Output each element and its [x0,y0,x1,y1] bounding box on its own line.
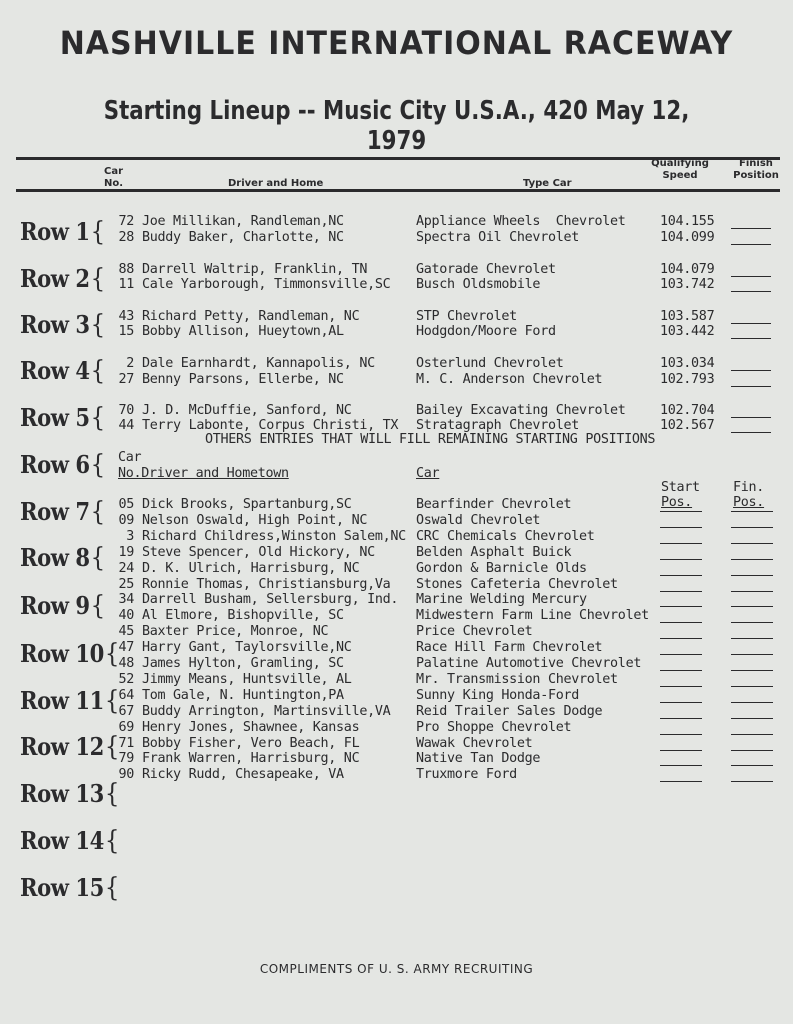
row-label [20,450,105,480]
row-brace-icon: { [90,217,105,247]
driver-hometown: Buddy Arrington, Martinsville,VA [142,703,391,719]
col-header-qualifying-speed: Qualifying Speed [651,158,709,181]
finish-position-blank [731,781,773,782]
qualifying-speed: 102.793 [660,372,715,387]
car-name: Pro Shoppe Chevrolet [416,719,572,735]
car-number: 09 [118,512,134,528]
row-brace-icon: { [90,497,105,527]
row-label [20,686,119,716]
row-number: 8 [75,543,90,572]
car-name: Mr. Transmission Chevrolet [416,671,618,687]
qualifying-speed: 102.567 [660,418,715,433]
row-label [20,732,119,762]
car-number: 64 [118,687,134,703]
car-number: 90 [118,767,134,783]
others-col-car-name: Car [416,466,440,481]
row-number: 12 [75,732,104,761]
start-position-blank [660,543,702,544]
col-header-type-car: Type Car [523,178,572,189]
qualifying-speed: 103.442 [660,324,715,339]
finish-position-blank [731,228,771,229]
row-brace-icon: { [90,403,105,433]
finish-position-blank [731,276,771,277]
car-number: 70 [118,403,134,418]
others-heading: OTHERS ENTRIES THAT WILL FILL REMAINING STARTING POSITIONS [205,432,656,447]
driver-hometown: Steve Spencer, Old Hickory, NC [142,544,375,560]
qualifying-speed: 103.587 [660,309,715,324]
car-number: 05 [118,497,134,512]
start-position-blank [660,511,702,512]
finish-position-blank [731,750,773,751]
car-number: 67 [118,703,134,719]
row-label [20,639,119,669]
car-name: Native Tan Dodge [416,751,541,767]
row-number: 3 [75,310,90,339]
car-type: Osterlund Chevrolet [416,356,564,371]
row-word: Row [20,450,69,479]
car-name: Price Chevrolet [416,624,533,640]
start-position-blank [660,654,702,655]
car-name: Wawak Chevrolet [416,735,533,751]
finish-position-blank [731,670,773,671]
car-name: Sunny King Honda-Ford [416,687,579,703]
driver-hometown: Henry Jones, Shawnee, Kansas [142,719,360,735]
row-brace-icon: { [104,686,119,716]
others-col-fin-pos: Fin. Pos. [733,480,765,510]
row-word: Row [20,873,69,902]
car-number: 3 [126,528,134,544]
car-number: 15 [118,324,134,339]
col-header-driver: Driver and Home [228,178,324,189]
car-name: Midwestern Farm Line Chevrolet [416,608,649,624]
start-position-blank [660,591,702,592]
row-brace-icon: { [104,779,119,809]
driver-home: Joe Millikan, Randleman,NC [142,214,344,229]
finish-position-blank [731,591,773,592]
row-brace-icon: { [90,450,105,480]
car-name: Marine Welding Mercury [416,592,587,608]
qualifying-speed: 104.079 [660,262,715,277]
finish-position-blank [731,718,773,719]
row-word: Row [20,591,69,620]
row-number: 6 [75,450,90,479]
car-number: 79 [118,751,134,767]
car-name: Gordon & Barnicle Olds [416,560,587,576]
row-word: Row [20,732,69,761]
row-number: 11 [75,686,104,715]
driver-hometown: Frank Warren, Harrisburg, NC [142,751,360,767]
start-position-blank [660,765,702,766]
car-number: 72 [118,214,134,229]
row-number: 10 [75,639,104,668]
car-type: Bailey Excavating Chevrolet [416,403,626,418]
driver-home: Buddy Baker, Charlotte, NC [142,230,344,245]
driver-hometown: D. K. Ulrich, Harrisburg, NC [142,560,360,576]
row-label [20,497,105,527]
car-name: Palatine Automotive Chevrolet [416,656,642,671]
finish-position-blank [731,734,773,735]
car-type: Gatorade Chevrolet [416,262,556,277]
others-col-car: Car [118,450,142,465]
qualifying-speed: 104.155 [660,214,715,229]
row-number: 5 [75,403,90,432]
qualifying-speed: 103.034 [660,356,715,371]
row-label [20,217,105,247]
driver-home: Dale Earnhardt, Kannapolis, NC [142,356,375,371]
car-number: 88 [118,262,134,277]
car-number: 28 [118,230,134,245]
footer-credit: COMPLIMENTS OF U. S. ARMY RECRUITING [259,962,534,976]
finish-position-blank [731,559,773,560]
col-header-finish-position: Finish Position [733,158,779,181]
finish-position-blank [731,702,773,703]
car-number: 25 [118,576,134,592]
row-brace-icon: { [104,639,119,669]
row-word: Row [20,779,69,808]
finish-position-blank [731,511,773,512]
start-position-blank [660,527,702,528]
row-word: Row [20,543,69,572]
page-title: NASHVILLE INTERNATIONAL RACEWAY [59,24,734,63]
row-label [20,826,119,856]
finish-position-blank [731,654,773,655]
others-col-start-pos: Start Pos. [661,480,700,510]
driver-hometown: Baxter Price, Monroe, NC [142,624,329,640]
qualifying-speed: 103.742 [660,277,715,292]
car-type: M. C. Anderson Chevrolet [416,372,603,387]
driver-hometown: Bobby Fisher, Vero Beach, FL [142,735,360,751]
car-number: 19 [118,544,134,560]
start-position-blank [660,702,702,703]
car-number: 48 [118,656,134,671]
car-number: 40 [118,608,134,624]
start-position-blank [660,781,702,782]
row-brace-icon: { [104,873,119,903]
driver-hometown: Jimmy Means, Huntsville, AL [142,671,352,687]
driver-hometown: Dick Brooks, Spartanburg,SC [142,497,352,512]
start-position-blank [660,686,702,687]
row-word: Row [20,497,69,526]
finish-position-blank [731,291,771,292]
header-rule-bottom [16,189,780,192]
row-number: 9 [75,591,90,620]
start-position-blank [660,575,702,576]
row-number: 13 [75,779,104,808]
finish-position-blank [731,386,771,387]
qualifying-speed: 104.099 [660,230,715,245]
car-name: CRC Chemicals Chevrolet [416,528,595,544]
driver-hometown: Tom Gale, N. Huntington,PA [142,687,344,703]
row-number: 4 [75,356,90,385]
car-number: 34 [118,592,134,608]
car-number: 27 [118,372,134,387]
row-number: 15 [75,873,104,902]
car-number: 43 [118,309,134,324]
finish-position-blank [731,244,771,245]
driver-home: Benny Parsons, Ellerbe, NC [142,372,344,387]
driver-hometown: Darrell Busham, Sellersburg, Ind. [142,592,399,608]
start-position-blank [660,670,702,671]
start-position-blank [660,718,702,719]
row-word: Row [20,310,69,339]
row-brace-icon: { [90,264,105,294]
driver-home: Bobby Allison, Hueytown,AL [142,324,344,339]
start-position-blank [660,734,702,735]
others-col-no-driver: No.Driver and Hometown [118,466,289,481]
finish-position-blank [731,638,773,639]
driver-home: Cale Yarborough, Timmonsville,SC [142,277,391,292]
driver-home: Terry Labonte, Corpus Christi, TX [142,418,399,433]
driver-home: Darrell Waltrip, Franklin, TN [142,262,368,277]
finish-position-blank [731,622,773,623]
row-label [20,873,119,903]
row-word: Row [20,264,69,293]
car-type: Appliance Wheels Chevrolet [416,214,626,229]
driver-home: J. D. McDuffie, Sanford, NC [142,403,352,418]
row-word: Row [20,826,69,855]
car-number: 44 [118,418,134,433]
page-subtitle: Starting Lineup -- Music City U.S.A., 420 May 12, 1979 [103,96,690,156]
finish-position-blank [731,338,771,339]
finish-position-blank [731,765,773,766]
row-label [20,403,105,433]
car-type: STP Chevrolet [416,309,517,324]
car-number: 71 [118,735,134,751]
start-position-blank [660,559,702,560]
start-position-blank [660,638,702,639]
row-word: Row [20,356,69,385]
finish-position-blank [731,686,773,687]
start-position-blank [660,750,702,751]
col-header-car-no: Car No. [104,166,124,189]
driver-hometown: Harry Gant, Taylorsville,NC [142,640,352,656]
car-number: 11 [118,277,134,292]
car-name: Belden Asphalt Buick [416,544,572,560]
finish-position-blank [731,575,773,576]
driver-hometown: Ronnie Thomas, Christiansburg,Va [142,576,391,592]
row-word: Row [20,217,69,246]
finish-position-blank [731,543,773,544]
finish-position-blank [731,323,771,324]
driver-hometown: Ricky Rudd, Chesapeake, VA [142,767,344,783]
row-word: Row [20,403,69,432]
driver-hometown: Nelson Oswald, High Point, NC [142,512,368,528]
row-brace-icon: { [90,543,105,573]
finish-position-blank [731,370,771,371]
row-label [20,310,105,340]
car-type: Busch Oldsmobile [416,277,541,292]
car-name: Reid Trailer Sales Dodge [416,703,603,719]
row-brace-icon: { [90,356,105,386]
driver-hometown: Richard Childress,Winston Salem,NC [142,528,406,544]
driver-hometown: Al Elmore, Bishopville, SC [142,608,344,624]
car-name: Race Hill Farm Chevrolet [416,640,603,656]
row-label [20,779,119,809]
row-word: Row [20,639,69,668]
row-brace-icon: { [90,591,105,621]
car-type: Spectra Oil Chevrolet [416,230,579,245]
car-number: 69 [118,719,134,735]
start-position-blank [660,622,702,623]
row-label [20,356,105,386]
car-number: 2 [126,356,134,371]
row-label [20,264,105,294]
finish-position-blank [731,606,773,607]
finish-position-blank [731,527,773,528]
car-number: 45 [118,624,134,640]
row-number: 2 [75,264,90,293]
car-type: Hodgdon/Moore Ford [416,324,556,339]
row-number: 7 [75,497,90,526]
qualifying-speed: 102.704 [660,403,715,418]
car-number: 47 [118,640,134,656]
driver-hometown: James Hylton, Gramling, SC [142,656,344,671]
car-number: 24 [118,560,134,576]
row-brace-icon: { [90,310,105,340]
row-number: 1 [75,217,90,246]
car-type: Stratagraph Chevrolet [416,418,579,433]
start-position-blank [660,606,702,607]
row-label [20,591,105,621]
row-number: 14 [75,826,104,855]
finish-position-blank [731,432,771,433]
row-brace-icon: { [104,826,119,856]
driver-home: Richard Petty, Randleman, NC [142,309,360,324]
car-name: Truxmore Ford [416,767,517,783]
row-word: Row [20,686,69,715]
car-number: 52 [118,671,134,687]
car-name: Bearfinder Chevrolet [416,497,572,512]
row-brace-icon: { [104,732,119,762]
car-name: Stones Cafeteria Chevrolet [416,576,618,592]
finish-position-blank [731,417,771,418]
car-name: Oswald Chevrolet [416,512,541,528]
row-label [20,543,105,573]
